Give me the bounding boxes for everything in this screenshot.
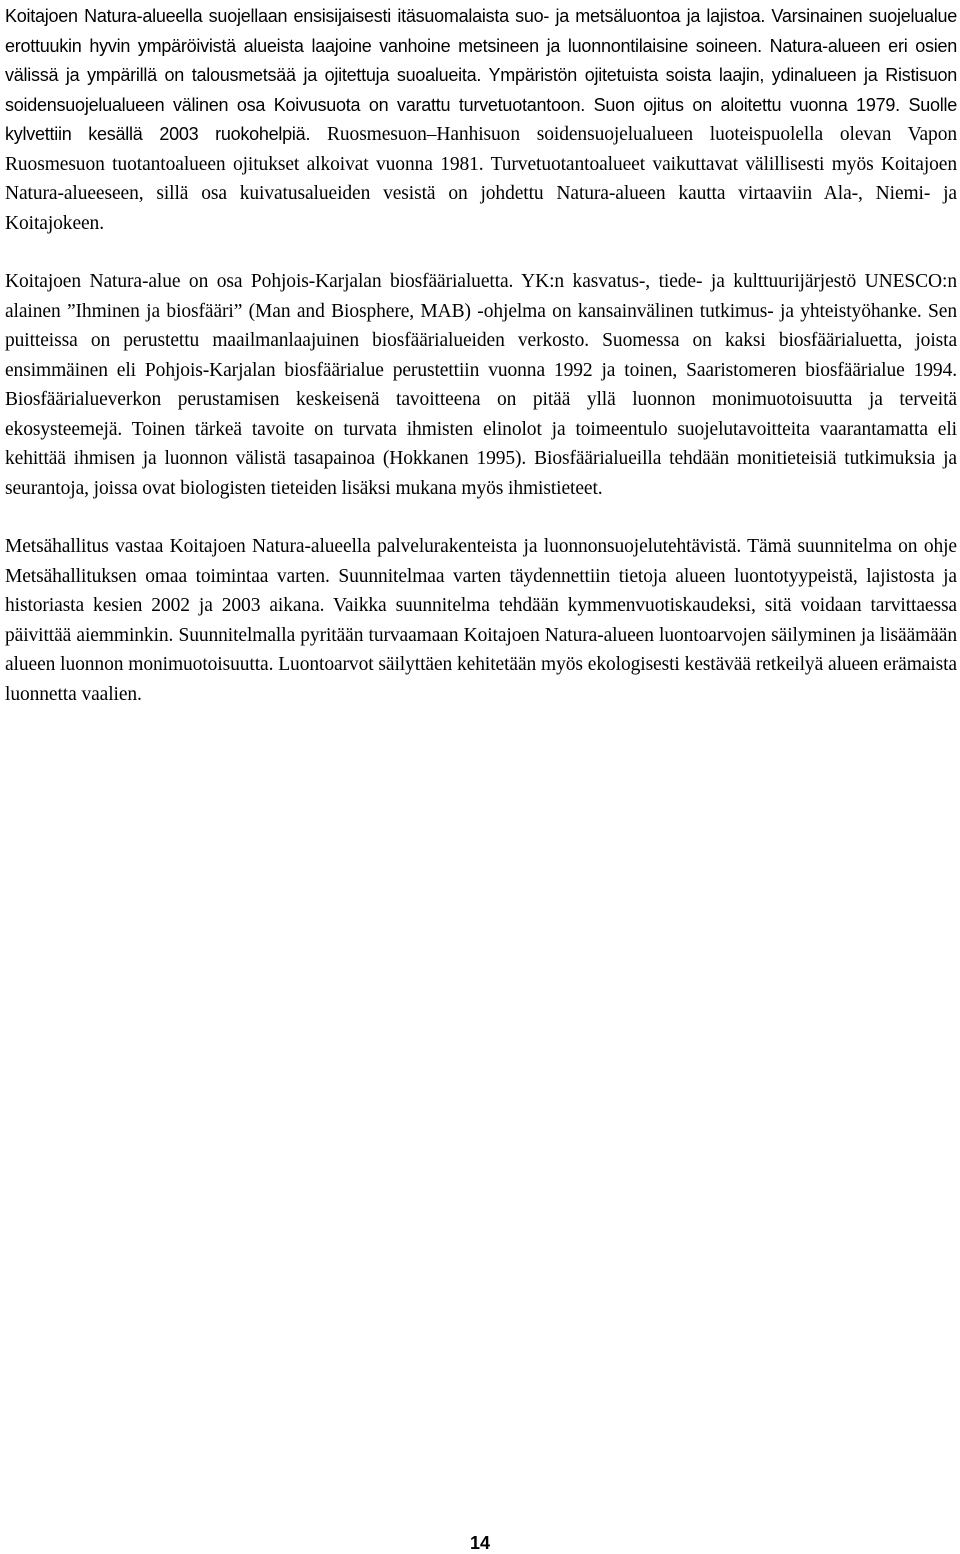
page-number: 14 xyxy=(469,1533,491,1553)
paragraph-segment: Metsähallitus vastaa Koitajoen Natura-alueella palvelurakenteista ja luonnonsuojelutehtävistä. Tämä suunnitelma on ohje Metsähallituksen omaa toimintaa varten. Suunnitelmaa varten täydennettiin tietoja alueen luontotyypeistä, lajistosta ja historiasta kesien 2002 ja 2003 aikana. Vaikka suunnitelma tehdään kymmenvuotiskaudeksi, sitä voidaan tarvittaessa päivittää aiemminkin. Suunnitelmalla pyritään turvaamaan Koitajoen Natura-alueen luontoarvojen säilyminen ja lisäämään alueen luonnon monimuotoisuutta. Luontoarvot säilyttäen kehitetään myös ekologisesti kestävää retkeilyä alueen erämaista luonnetta vaalien. xyxy=(5,536,957,705)
paragraph-natura-area xyxy=(5,2,957,238)
paragraph-metsahallitus xyxy=(5,532,957,709)
paragraph-segment: Koitajoen Natura-alue on osa Pohjois-Karjalan biosfäärialuetta. YK:n kasvatus-, tiede- ja kulttuurijärjestö UNESCO:n alainen ”Ihminen ja biosfääri” (Man and Biosphere, MAB) -ohjelma on kansainvälinen tutkimus- ja yhteistyöhanke. Sen puitteissa on perustettu maailmanlaajuinen biosfäärialueiden verkosto. Suomessa on kaksi biosfäärialuetta, joista ensimmäinen eli Pohjois-Karjalan biosfäärialue perustettiin vuonna 1992 ja toinen, Saaristomeren biosfäärialue 1994. Biosfäärialueverkon perustamisen keskeisenä tavoitteena on pitää yllä luonnon monimuotoisuutta ja terveitä ekosysteemejä. Toinen tärkeä tavoite on turvata ihmisten elinolot ja toimeentulo suojelutavoitteita vaarantamatta eli kehittää ihmisen ja luonnon välistä tasapainoa (Hokkanen 1995). Biosfäärialueilla tehdään monitieteisiä tutkimuksia ja seurantoja, joissa ovat biologisten tieteiden lisäksi mukana myös ihmistieteet. xyxy=(5,271,957,499)
paragraph-segment: Koitajoen Natura-alueella suojellaan ensisijaisesti itäsuomalaista suo- ja metsäluontoa ja lajistoa. Varsinainen suojelualue erottuukin hyvin ympäröivistä alueista laajoine vanhoine metsineen ja luonnontilaisine soineen. Natura-alueen eri osien välissä ja ympärillä on talousmetsää ja ojitettuja suoalueita. Ympäristön ojitetuista soista laajin, ydinalueen ja Ristisuon soidensuojelualueen välinen osa Koivusuota on varattu turvetuotantoon. Suon ojitus on aloitettu vuonna 1979. Suolle kylvettiin kesällä 2003 ruokohelpiä. xyxy=(5,6,957,144)
paragraph-biosphere xyxy=(5,267,957,503)
paragraph-segment: Ruosmesuon–Hanhisuon soidensuojelualueen luoteispuolella olevan Vapon Ruosmesuon tuotantoalueen ojitukset alkoivat vuonna 1981. Turvetuotantoalueet vaikuttavat välillisesti myös Koitajoen Natura-alueeseen, sillä osa kuivatusalueiden vesistä on johdettu Natura-alueen kautta virtaaviin Ala-, Niemi- ja Koitajokeen. xyxy=(5,124,958,234)
document-page xyxy=(5,2,957,709)
